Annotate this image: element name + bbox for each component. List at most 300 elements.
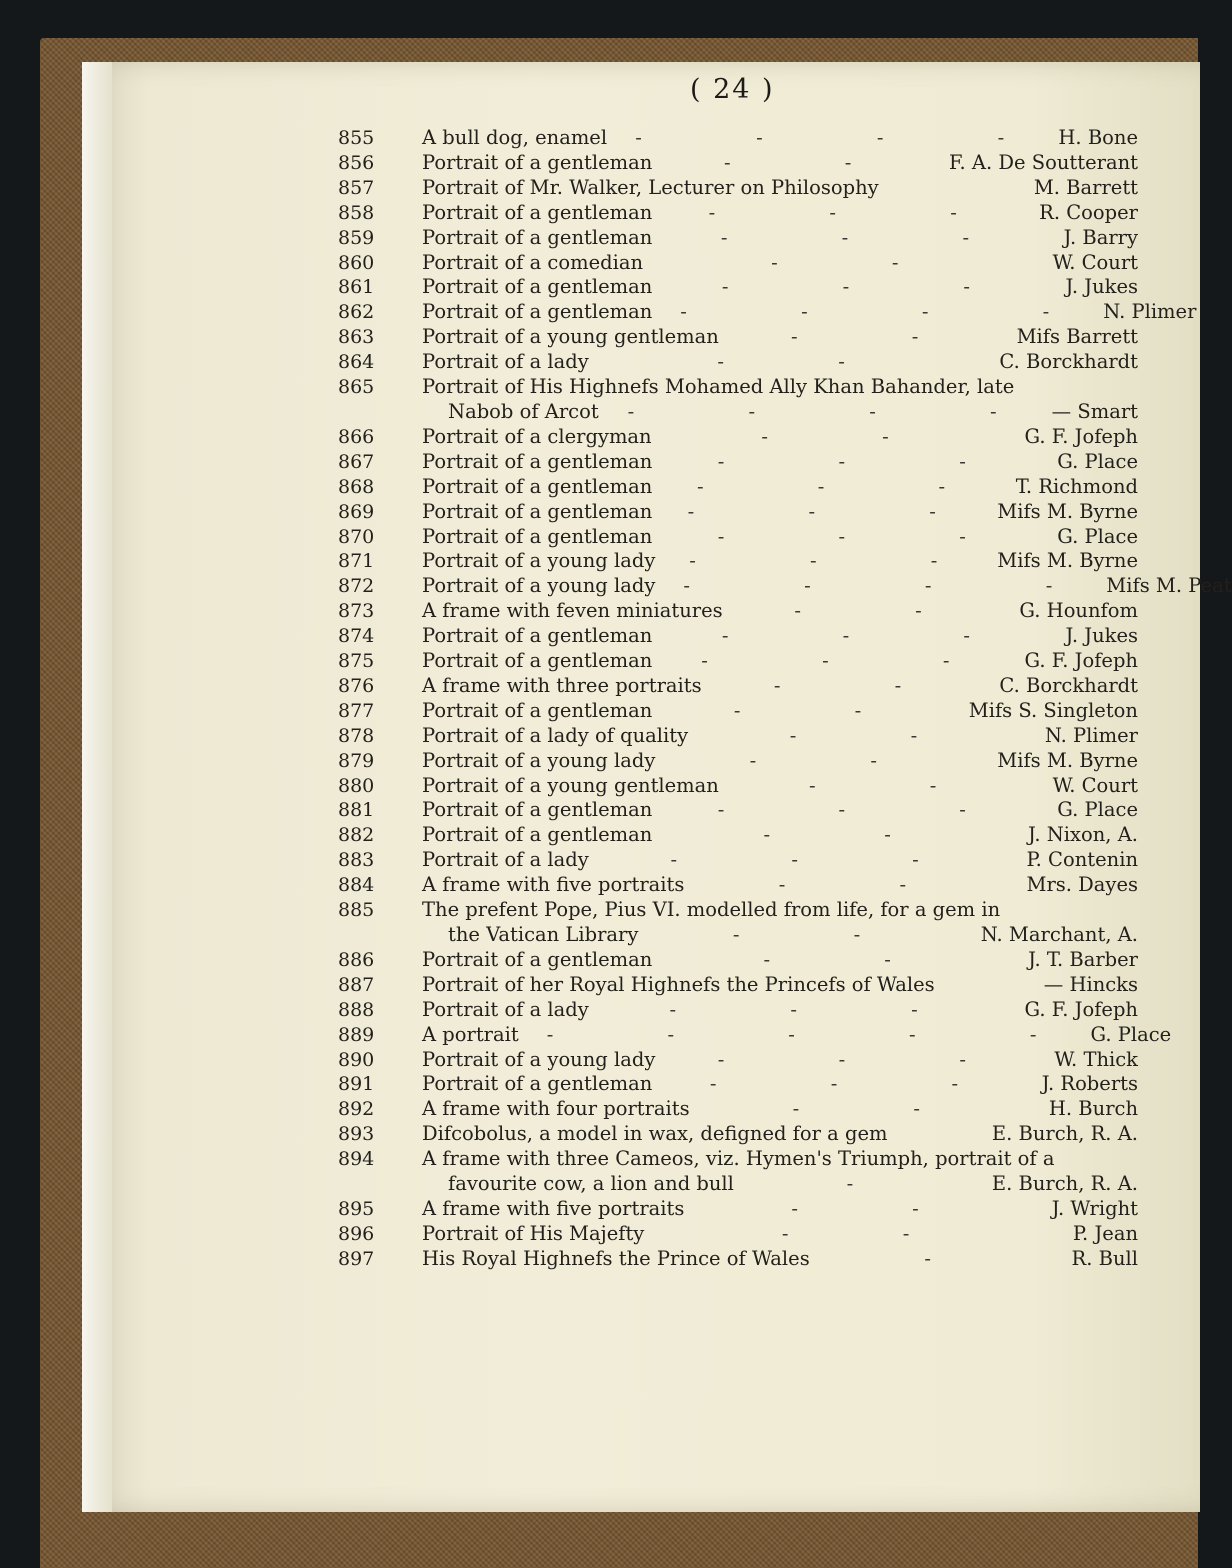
entry-number: 887 <box>338 973 375 996</box>
entry-title: Portrait of a young lady <box>422 748 656 772</box>
entry-artist: G. F. Jofeph <box>1024 997 1138 1021</box>
catalogue-entry <box>338 450 1138 475</box>
entry-body <box>422 998 1138 1023</box>
entry-line <box>422 898 1138 923</box>
catalogue-entry <box>338 251 1138 276</box>
entry-title: Portrait of His Majefty <box>422 1221 645 1245</box>
entry-artist: N. Plimer <box>1044 723 1138 747</box>
entry-line <box>422 873 1138 898</box>
entry-line <box>422 774 1138 799</box>
entry-number: 860 <box>338 251 375 274</box>
catalogue-entry <box>338 300 1197 325</box>
entry-line <box>422 226 1138 251</box>
leader-dashes: - - - <box>721 624 1024 648</box>
entry-title: A frame with feven miniatures <box>422 599 723 623</box>
leader-dashes: - <box>846 1172 908 1196</box>
entry-title: A frame with four portraits <box>422 1097 690 1121</box>
entry-line <box>422 1072 1138 1097</box>
entry-title: His Royal Highnefs the Prince of Wales <box>422 1246 810 1270</box>
entry-line <box>422 251 1138 276</box>
entry-line <box>422 325 1138 350</box>
entry-line <box>422 973 1138 998</box>
catalogue-entry <box>338 151 1138 176</box>
leader-dashes: - - - <box>669 997 972 1021</box>
entry-number: 865 <box>338 376 375 399</box>
entry-body <box>422 176 1138 201</box>
catalogue-entry <box>338 699 1138 724</box>
entry-title: Portrait of a gentleman <box>422 474 653 498</box>
entry-number: 892 <box>338 1098 375 1121</box>
entry-title: Portrait of a gentleman <box>422 275 653 299</box>
entry-title: Portrait of a gentleman <box>422 798 653 822</box>
entry-line <box>422 798 1138 823</box>
entry-artist: H. Burch <box>1048 1097 1138 1121</box>
catalogue-entry <box>338 1197 1138 1222</box>
entry-number: 886 <box>338 948 375 971</box>
leader-dashes: - - <box>771 250 953 274</box>
entry-line <box>422 674 1138 699</box>
catalogue-entry <box>338 1222 1138 1247</box>
entry-body <box>422 1197 1138 1222</box>
leader-dashes: - <box>924 1246 985 1270</box>
entry-title: Nabob of Arcot <box>448 399 599 423</box>
entry-artist: T. Richmond <box>1015 474 1138 498</box>
leader-dashes: - - - <box>687 499 990 523</box>
leader-dashes: - - - <box>717 1047 1020 1071</box>
entry-body <box>422 375 1138 425</box>
entry-title: Portrait of a gentleman <box>422 150 653 174</box>
entry-number: 896 <box>338 1222 375 1245</box>
entry-title: Portrait of a young lady <box>422 1047 656 1071</box>
entry-continuation-line <box>422 923 1138 948</box>
entry-title: Portrait of a gentleman <box>422 449 653 473</box>
entry-artist: Mifs M. Peat <box>1106 574 1232 598</box>
entry-artist: W. Thick <box>1054 1047 1138 1071</box>
entry-line <box>422 1222 1138 1247</box>
entry-body <box>422 300 1196 325</box>
entry-title: Portrait of a lady <box>422 848 589 872</box>
entry-number: 878 <box>338 724 375 747</box>
catalogue-entry <box>338 574 1232 599</box>
leader-dashes: - - - <box>717 449 1020 473</box>
entry-artist: C. Borckhardt <box>999 350 1138 374</box>
entry-number: 856 <box>338 151 375 174</box>
entry-title: A frame with five portraits <box>422 873 685 897</box>
entry-body <box>422 500 1138 525</box>
entry-artist: G. Place <box>1057 798 1138 822</box>
entry-line <box>422 525 1138 550</box>
catalogue-entry <box>338 375 1138 425</box>
catalogue-entry <box>338 649 1138 674</box>
leader-dashes: - - <box>749 748 931 772</box>
entry-line <box>422 300 1196 325</box>
catalogue-entry <box>338 325 1138 350</box>
entry-line <box>422 624 1138 649</box>
entry-line <box>422 350 1138 375</box>
entry-line <box>422 549 1138 574</box>
entry-artist: R. Cooper <box>1039 200 1138 224</box>
leader-dashes: - - <box>789 723 972 747</box>
leader-dashes: - - <box>761 424 943 448</box>
entry-body <box>422 599 1138 624</box>
entry-number: 871 <box>338 550 375 573</box>
leader-dashes: - - - <box>721 275 1024 299</box>
entry-body <box>422 1048 1138 1073</box>
entry-title: Portrait of a gentleman <box>422 624 653 648</box>
entry-artist: J. Jukes <box>1065 275 1138 299</box>
entry-body <box>422 126 1138 151</box>
catalogue-entry <box>338 201 1138 226</box>
leader-dashes: - - <box>773 673 956 697</box>
entry-number: 891 <box>338 1073 375 1096</box>
entry-body <box>422 674 1138 699</box>
entry-body <box>422 450 1138 475</box>
catalogue-entry <box>338 549 1138 574</box>
entry-line <box>422 1122 1138 1147</box>
entry-line <box>422 948 1138 973</box>
entry-body <box>422 724 1138 749</box>
entry-body <box>422 525 1138 550</box>
entry-continuation-line <box>422 1172 1138 1197</box>
entry-number: 881 <box>338 799 375 822</box>
entry-title: the Vatican Library <box>448 923 639 946</box>
catalogue-entry <box>338 973 1138 998</box>
entry-title: Portrait of a lady <box>422 997 589 1021</box>
entry-body <box>422 151 1138 176</box>
entry-body <box>422 1023 1171 1048</box>
catalogue-entry <box>338 1097 1138 1122</box>
entry-continuation-line <box>422 400 1138 425</box>
catalogue-entry <box>338 275 1138 300</box>
catalogue-entry <box>338 1147 1138 1197</box>
entry-line <box>422 574 1232 599</box>
entry-artist: H. Bone <box>1058 126 1138 149</box>
catalogue-entry <box>338 749 1138 774</box>
catalogue-entry <box>338 475 1138 500</box>
entry-number: 855 <box>338 127 375 149</box>
entry-line <box>422 151 1138 176</box>
entry-line <box>422 724 1138 749</box>
entry-title: Difcobolus, a model in wax, defigned for a gem <box>422 1122 888 1146</box>
entry-title: Portrait of a gentleman <box>422 200 653 224</box>
entry-number: 888 <box>338 998 375 1021</box>
leader-dashes: - - <box>763 947 945 971</box>
leader-dashes: - - <box>794 599 976 623</box>
entry-number: 859 <box>338 226 375 249</box>
entry-number: 877 <box>338 699 375 722</box>
entry-artist: G. F. Jofeph <box>1024 649 1138 673</box>
entry-number: 897 <box>338 1247 375 1270</box>
entry-line <box>422 1247 1138 1272</box>
leader-dashes: - - - <box>670 848 973 872</box>
entry-artist: J. Roberts <box>1041 1072 1138 1096</box>
entry-title: The prefent Pope, Pius VI. modelled from life, for a gem in <box>422 898 1001 922</box>
leader-dashes: - - <box>778 873 961 897</box>
entry-artist: Mifs M. Byrne <box>997 748 1138 772</box>
entry-artist: — Smart <box>1051 399 1138 423</box>
catalogue-entries <box>338 126 1232 1272</box>
catalogue-entry <box>338 599 1138 624</box>
entry-number: 874 <box>338 625 375 648</box>
catalogue-entry <box>338 848 1138 873</box>
leader-dashes: - - - - <box>627 399 1051 423</box>
entry-title: Portrait of a young gentleman <box>422 325 719 349</box>
entry-line <box>422 1197 1138 1222</box>
entry-artist: G. Place <box>1090 1022 1172 1046</box>
entry-number: 862 <box>338 301 375 324</box>
entry-title: Portrait of a gentleman <box>422 649 653 673</box>
entry-artist: G. F. Jofeph <box>1024 424 1138 448</box>
entry-title: Portrait of a gentleman <box>422 499 653 523</box>
entry-line <box>422 649 1138 674</box>
entry-artist: W. Court <box>1052 250 1138 274</box>
entry-title: Portrait of His Highnefs Mohamed Ally Khan Bahander, late <box>422 375 1015 399</box>
entry-number: 861 <box>338 276 375 299</box>
entry-title: Portrait of a lady of quality <box>422 723 689 747</box>
catalogue-entry <box>338 1048 1138 1073</box>
entry-artist: Mifs S. Singleton <box>968 698 1138 722</box>
entry-line <box>422 699 1138 724</box>
entry-number: 868 <box>338 475 375 498</box>
catalogue-entry <box>338 500 1138 525</box>
entry-title: Portrait of her Royal Highnefs the Princefs of Wales <box>422 972 935 996</box>
entry-title: Portrait of a gentleman <box>422 823 653 847</box>
leader-dashes: - - - - - <box>546 1022 1091 1046</box>
entry-line <box>422 1097 1138 1122</box>
entry-artist: J. T. Barber <box>1028 947 1138 971</box>
entry-line <box>422 848 1138 873</box>
entry-body <box>422 1247 1138 1272</box>
entry-number: 858 <box>338 201 375 224</box>
catalogue-entry <box>338 774 1138 799</box>
entry-body <box>422 1072 1138 1097</box>
entry-artist: N. Marchant, A. <box>980 923 1138 946</box>
entry-line <box>422 425 1138 450</box>
entry-number: 867 <box>338 450 375 473</box>
entry-line <box>422 998 1138 1023</box>
leader-dashes: - - - - <box>680 300 1104 324</box>
leader-dashes: - - - <box>701 649 1004 673</box>
leader-dashes: - - <box>763 823 945 847</box>
entry-body <box>422 798 1138 823</box>
entry-body <box>422 574 1232 599</box>
entry-artist: G. Place <box>1057 524 1138 548</box>
entry-artist: J. Jukes <box>1065 624 1138 648</box>
entry-line <box>422 275 1138 300</box>
entry-title: Portrait of a gentleman <box>422 947 653 971</box>
catalogue-entry <box>338 226 1138 251</box>
entry-artist: M. Barrett <box>1033 175 1138 199</box>
entry-title: A portrait <box>422 1022 519 1046</box>
entry-body <box>422 848 1138 873</box>
entry-number: 884 <box>338 874 375 897</box>
entry-body <box>422 275 1138 300</box>
entry-artist: J. Nixon, A. <box>1028 823 1138 847</box>
entry-title: favourite cow, a lion and bull <box>448 1172 734 1196</box>
entry-number: 893 <box>338 1123 375 1146</box>
leader-dashes: - - <box>717 350 899 374</box>
entry-title: Portrait of a young gentleman <box>422 773 719 797</box>
entry-number: 894 <box>338 1148 375 1171</box>
catalogue-entry <box>338 998 1138 1023</box>
entry-body <box>422 749 1138 774</box>
leader-dashes: - - <box>792 1097 974 1121</box>
entry-body <box>422 823 1138 848</box>
catalogue-entry <box>338 525 1138 550</box>
entry-artist: G. Place <box>1057 449 1138 473</box>
entry-title: Portrait of Mr. Walker, Lecturer on Philosophy <box>422 175 879 199</box>
entry-artist: R. Bull <box>1071 1246 1138 1270</box>
entry-title: Portrait of a clergyman <box>422 424 652 448</box>
catalogue-entry <box>338 724 1138 749</box>
entry-artist: Mrs. Dayes <box>1026 873 1138 897</box>
entry-line <box>422 176 1138 201</box>
leader-dashes: - - - <box>717 524 1020 548</box>
entry-body <box>422 325 1138 350</box>
entry-line <box>422 500 1138 525</box>
catalogue-entry <box>338 624 1138 649</box>
entry-line <box>422 749 1138 774</box>
entry-title: Portrait of a gentleman <box>422 1072 653 1096</box>
entry-body <box>422 1097 1138 1122</box>
entry-line <box>422 823 1138 848</box>
entry-line <box>422 475 1138 500</box>
leader-dashes: - - <box>809 773 991 797</box>
catalogue-entry <box>338 1247 1138 1272</box>
entry-body <box>422 226 1138 251</box>
entry-body <box>422 699 1138 724</box>
entry-artist: G. Hounfom <box>1019 599 1138 623</box>
entry-number: 885 <box>338 899 375 922</box>
entry-title: A frame with three Cameos, viz. Hymen's Triumph, portrait of a <box>422 1147 1055 1171</box>
leader-dashes: - - <box>791 1196 973 1220</box>
entry-title: A frame with three portraits <box>422 673 702 697</box>
entry-artist: — Hincks <box>1043 972 1138 996</box>
entry-line <box>422 126 1138 151</box>
entry-body <box>422 549 1138 574</box>
catalogue-entry <box>338 873 1138 898</box>
entry-title: A bull dog, enamel <box>422 126 608 149</box>
entry-number: 875 <box>338 650 375 673</box>
page-edge <box>82 62 112 1512</box>
entry-artist: J. Wright <box>1051 1196 1138 1220</box>
entry-title: Portrait of a gentleman <box>422 524 653 548</box>
leader-dashes: - - <box>723 150 906 174</box>
entry-line <box>422 201 1138 226</box>
entry-number: 895 <box>338 1197 375 1220</box>
catalogue-entry <box>338 176 1138 201</box>
entry-body <box>422 1122 1138 1147</box>
entry-number: 873 <box>338 600 375 623</box>
entry-body <box>422 649 1138 674</box>
leader-dashes: - - - - <box>683 574 1107 598</box>
entry-artist: C. Borckhardt <box>999 673 1138 697</box>
leader-dashes: - - - <box>708 200 1011 224</box>
entry-line <box>422 599 1138 624</box>
entry-title: Portrait of a comedian <box>422 250 644 274</box>
entry-title: Portrait of a gentleman <box>422 698 653 722</box>
entry-artist: P. Jean <box>1072 1221 1138 1245</box>
entry-number: 864 <box>338 351 375 374</box>
entry-number: 866 <box>338 425 375 448</box>
entry-artist: E. Burch, R. A. <box>991 1122 1138 1146</box>
entry-number: 883 <box>338 849 375 872</box>
entry-artist: W. Court <box>1052 773 1138 797</box>
entry-artist: P. Contenin <box>1026 848 1138 872</box>
entry-body <box>422 873 1138 898</box>
leader-dashes: - - <box>733 698 916 722</box>
entry-artist: F. A. De Soutterant <box>949 150 1138 174</box>
catalogue-entry <box>338 823 1138 848</box>
catalogue-entry <box>338 425 1138 450</box>
leader-dashes: - - - <box>709 1072 1013 1096</box>
entry-number: 889 <box>338 1023 375 1046</box>
catalogue-entry <box>338 898 1138 948</box>
entry-body <box>422 898 1138 948</box>
entry-body <box>422 774 1138 799</box>
entry-number: 857 <box>338 176 375 199</box>
entry-body <box>422 201 1138 226</box>
leader-dashes: - - - <box>717 798 1020 822</box>
entry-number: 876 <box>338 674 375 697</box>
entry-number: 879 <box>338 749 375 772</box>
catalogue-entry <box>338 1022 1172 1048</box>
entry-title: Portrait of a gentleman <box>422 225 653 249</box>
catalogue-entry <box>338 350 1138 375</box>
entry-number: 863 <box>338 326 375 349</box>
entry-number: 882 <box>338 824 375 847</box>
page-number: ( 24 ) <box>690 74 775 105</box>
leader-dashes: - - - <box>720 225 1024 249</box>
catalogue-entry <box>338 1122 1138 1147</box>
entry-title: A frame with five portraits <box>422 1196 685 1220</box>
entry-body <box>422 1147 1138 1197</box>
entry-number: 870 <box>338 525 375 548</box>
leader-dashes: - - <box>732 923 915 946</box>
leader-dashes: - - - <box>689 549 992 573</box>
entry-body <box>422 624 1138 649</box>
entry-title: Portrait of a gentleman <box>422 300 653 324</box>
catalogue-entry <box>338 126 1138 151</box>
entry-body <box>422 1222 1138 1247</box>
entry-number: 872 <box>338 575 375 598</box>
entry-artist: Mifs M. Byrne <box>997 549 1138 573</box>
leader-dashes: - - - <box>696 474 1000 498</box>
entry-artist: Mifs Barrett <box>1016 325 1138 349</box>
entry-artist: Mifs M. Byrne <box>997 499 1138 523</box>
leader-dashes: - - <box>791 325 973 349</box>
catalogue-entry <box>338 798 1138 823</box>
entry-number: 890 <box>338 1048 375 1071</box>
entry-title: Portrait of a lady <box>422 350 589 374</box>
catalogue-entry <box>338 1072 1138 1097</box>
entry-body <box>422 973 1138 998</box>
entry-number: 869 <box>338 500 375 523</box>
catalogue-entry <box>338 948 1138 973</box>
entry-title: Portrait of a young lady <box>422 549 656 573</box>
catalogue-entry <box>338 674 1138 699</box>
entry-artist: E. Burch, R. A. <box>991 1172 1138 1196</box>
entry-number: 880 <box>338 774 375 797</box>
entry-title: Portrait of a young lady <box>422 574 656 598</box>
entry-artist: N. Plimer <box>1103 300 1197 324</box>
entry-line <box>422 450 1138 475</box>
entry-line <box>422 375 1138 400</box>
leader-dashes: - - <box>781 1221 964 1245</box>
leader-dashes: - - - - <box>635 126 1059 149</box>
entry-line <box>422 1048 1138 1073</box>
entry-body <box>422 948 1138 973</box>
